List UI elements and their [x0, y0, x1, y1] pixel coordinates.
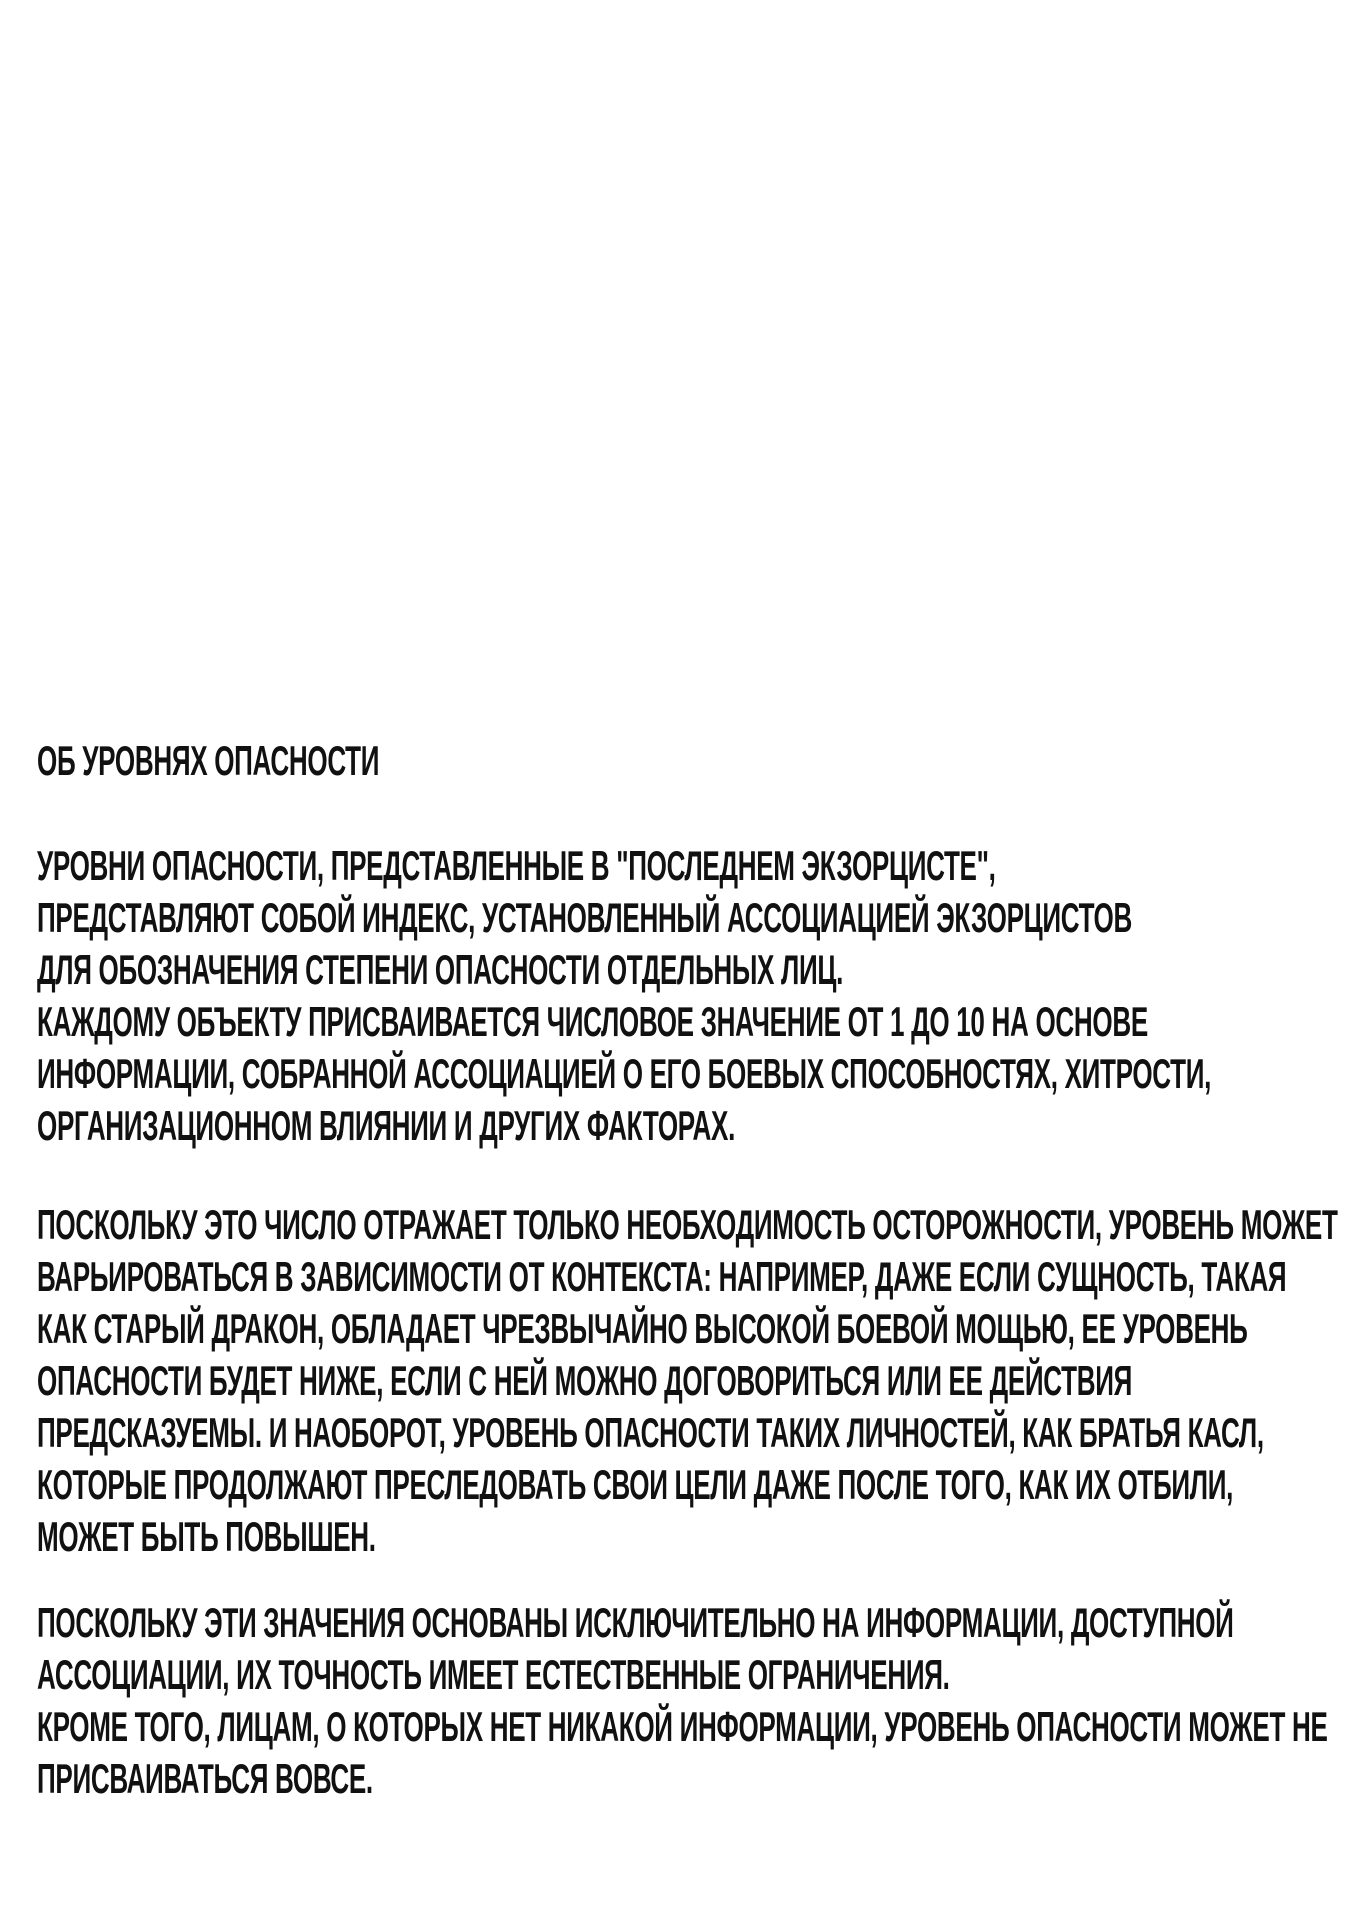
- text-line: ОРГАНИЗАЦИОННОМ ВЛИЯНИИ И ДРУГИХ ФАКТОРАХ.: [37, 1102, 736, 1149]
- text-line: МОЖЕТ БЫТЬ ПОВЫШЕН.: [37, 1513, 376, 1560]
- text-line: ИНФОРМАЦИИ, СОБРАННОЙ АССОЦИАЦИЕЙ О ЕГО БОЕВЫХ СПОСОБНОСТЯХ, ХИТРОСТИ,: [37, 1050, 1212, 1097]
- paragraph-1: [37, 840, 1351, 1152]
- text-line: ПОСКОЛЬКУ ЭТИ ЗНАЧЕНИЯ ОСНОВАНЫ ИСКЛЮЧИТЕЛЬНО НА ИНФОРМАЦИИ, ДОСТУПНОЙ: [37, 1599, 1234, 1646]
- text-line: КАЖДОМУ ОБЪЕКТУ ПРИСВАИВАЕТСЯ ЧИСЛОВОЕ ЗНАЧЕНИЕ ОТ 1 ДО 10 НА ОСНОВЕ: [37, 998, 1148, 1045]
- heading-block: [37, 735, 589, 787]
- page-title: ОБ УРОВНЯХ ОПАСНОСТИ: [37, 737, 380, 784]
- text-line: ДЛЯ ОБОЗНАЧЕНИЯ СТЕПЕНИ ОПАСНОСТИ ОТДЕЛЬНЫХ ЛИЦ.: [37, 946, 844, 993]
- text-line: ПОСКОЛЬКУ ЭТО ЧИСЛО ОТРАЖАЕТ ТОЛЬКО НЕОБХОДИМОСТЬ ОСТОРОЖНОСТИ, УРОВЕНЬ МОЖЕТ: [37, 1201, 1338, 1248]
- text-line: ПРЕДСТАВЛЯЮТ СОБОЙ ИНДЕКС, УСТАНОВЛЕННЫЙ АССОЦИАЦИЕЙ ЭКЗОРЦИСТОВ: [37, 894, 1132, 941]
- paragraph-3: [37, 1597, 1351, 1805]
- text-line: УРОВНИ ОПАСНОСТИ, ПРЕДСТАВЛЕННЫЕ В "ПОСЛЕДНЕМ ЭКЗОРЦИСТЕ",: [37, 842, 996, 889]
- text-line: КАК СТАРЫЙ ДРАКОН, ОБЛАДАЕТ ЧРЕЗВЫЧАЙНО ВЫСОКОЙ БОЕВОЙ МОЩЬЮ, ЕЕ УРОВЕНЬ: [37, 1305, 1248, 1352]
- text-line: КРОМЕ ТОГО, ЛИЦАМ, О КОТОРЫХ НЕТ НИКАКОЙ ИНФОРМАЦИИ, УРОВЕНЬ ОПАСНОСТИ МОЖЕТ НЕ: [37, 1703, 1328, 1750]
- text-line: КОТОРЫЕ ПРОДОЛЖАЮТ ПРЕСЛЕДОВАТЬ СВОИ ЦЕЛИ ДАЖЕ ПОСЛЕ ТОГО, КАК ИХ ОТБИЛИ,: [37, 1461, 1234, 1508]
- text-line: ОПАСНОСТИ БУДЕТ НИЖЕ, ЕСЛИ С НЕЙ МОЖНО ДОГОВОРИТЬСЯ ИЛИ ЕЕ ДЕЙСТВИЯ: [37, 1357, 1133, 1404]
- paragraph-2: [37, 1199, 1351, 1563]
- text-line: ПРИСВАИВАТЬСЯ ВОВСЕ.: [37, 1755, 373, 1802]
- text-line: ВАРЬИРОВАТЬСЯ В ЗАВИСИМОСТИ ОТ КОНТЕКСТА: НАПРИМЕР, ДАЖЕ ЕСЛИ СУЩНОСТЬ, ТАКАЯ: [37, 1253, 1287, 1300]
- text-line: АССОЦИАЦИИ, ИХ ТОЧНОСТЬ ИМЕЕТ ЕСТЕСТВЕННЫЕ ОГРАНИЧЕНИЯ.: [37, 1651, 950, 1698]
- text-line: ПРЕДСКАЗУЕМЫ. И НАОБОРОТ, УРОВЕНЬ ОПАСНОСТИ ТАКИХ ЛИЧНОСТЕЙ, КАК БРАТЬЯ КАСЛ,: [37, 1409, 1264, 1456]
